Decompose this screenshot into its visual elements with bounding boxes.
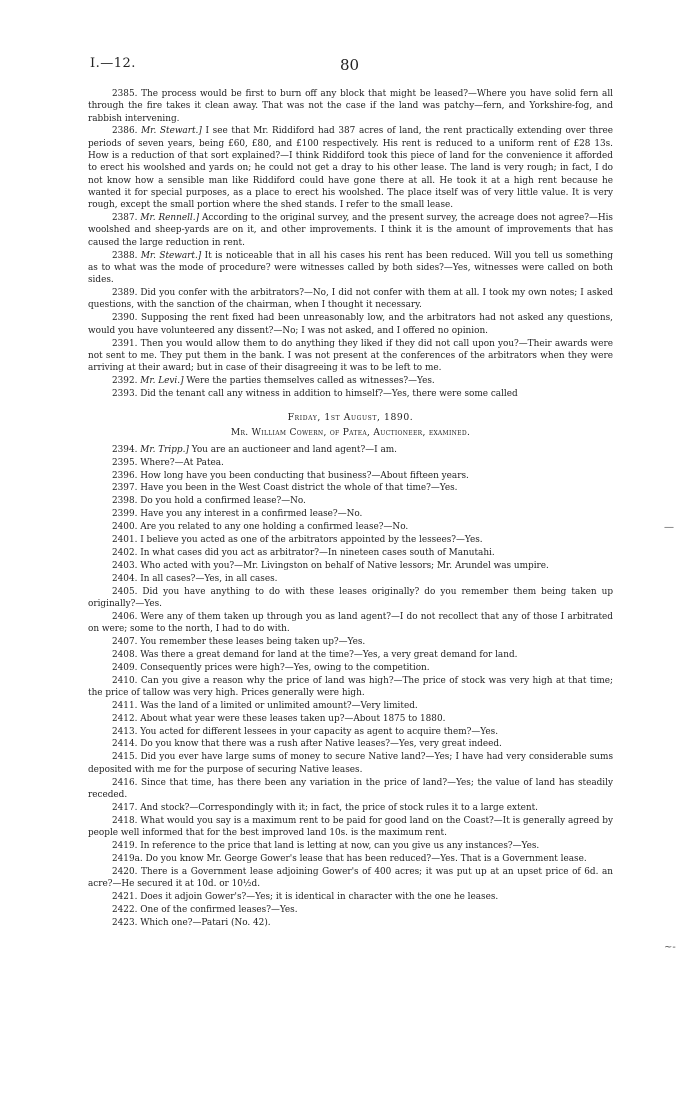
question-2407: 2407. You remember these leases being taken up?—Yes. [112,636,366,647]
question-2392 [88,375,613,387]
question-2385: 2385. The process would be first to burn off any block that might be leased?—Where you have solid fern all through the fire takes it clean away. That was not the case if the land was patchy—fern, and Yorkshire-fog, and rabbish intervening. [88,89,613,124]
question-2408: 2408. Was there a great demand for land at the time?—Yes, a very great demand for land. [112,649,518,660]
speaker: Mr. Stewart.] [141,126,202,137]
margin-dash-mark: — [664,522,674,533]
question-2413: 2413. You acted for different lessees in your capacity as agent to acquire them?—Yes. [112,726,499,737]
question-2389: 2389. Did you confer with the arbitrators?—No, I did not confer with them at all. I took my own notes; I asked questions, with the sanction of the chairman, when I thought it necessary. [88,288,613,311]
question-2403: 2403. Who acted with you?—Mr. Livingston on behalf of Native lessors; Mr. Arundel was umpire. [112,560,549,571]
question-2416: 2416. Since that time, has there been any variation in the price of land?—Yes; the value of land has steadily receded. [88,777,613,800]
question-number: 2394. [112,444,138,455]
question-2412: 2412. About what year were these leases taken up?—About 1875 to 1880. [112,713,446,724]
question-text: You are an auctioneer and land agent?—I am. [188,444,397,455]
question-2409: 2409. Consequently prices were high?—Yes, owing to the competition. [112,662,430,673]
question-2394 [88,444,613,456]
page-number: 80 [340,56,360,74]
question-2420: 2420. There is a Government lease adjoining Gower's of 400 acres; it was put up at an upset price of 6d. an acre?—He secured it at 10d. or 10½d. [88,866,613,889]
question-text: According to the original survey, and the present survey, the acreage does not agree?—His woolshed and sheep-yards are on it, and other improvements. I think it is the amount of improvements that has caused the large reduction in rent. [88,213,613,248]
question-2419a: 2419a. Do you know Mr. George Gower's lease that has been reduced?—Yes. That is a Government lease. [112,853,587,864]
question-2422: 2422. One of the confirmed leases?—Yes. [112,904,298,915]
question-number: 2386. [112,126,138,137]
question-number: 2388. [112,250,138,261]
question-2402: 2402. In what cases did you act as arbitrator?—In nineteen cases south of Manutahi. [112,547,495,558]
speaker: Mr. Rennell.] [140,213,200,224]
question-2395: 2395. Where?—At Patea. [112,457,224,468]
question-2398: 2398. Do you hold a confirmed lease?—No. [112,496,306,507]
question-2404: 2404. In all cases?—Yes, in all cases. [112,573,278,584]
question-text: I see that Mr. Riddiford had 387 acres of land, the rent practically extending over three periods of seven years, being £60, £80, and £100 respectively. His rent is reduced to a uniform rent of £28 13s. How is a reduction of that sort explained?—I think Riddiford took this piece of land for the convenience it afforded to erect his woolshed and yards on; he could not get a dray to his other lease. The land is very rough; in fact, I do not know how a sensible man like Riddiford could have gone there at all. He took it at a high rent because he wanted it for special purposes, as a place to erect his woolshed. The place itself was of very little value. It is very rough, except the small portion where the shed stands. I refer to the small lease. [88,126,614,211]
question-2388 [88,250,613,287]
question-2391: 2391. Then you would allow them to do anything they liked if they did not call upon you?—Their awards were not sent to me. They put them in the bank. I was not present at the conferences of the arbitrators when they were arriving at their award; but in case of their disagreeing it was to be left to me. [88,338,613,374]
witness-line: Mr. William Cowern, of Patea, Auctioneer, examined. [230,428,471,439]
series-code: I.—12. [90,56,136,71]
question-2419: 2419. In reference to the price that land is letting at now, can you give us any instances?—Yes. [112,840,540,851]
question-2418: 2418. What would you say is a maximum rent to be paid for good land on the Coast?—It is generally agreed by people well informed that for the best improved land 10s. is the maximum rent. [88,815,613,838]
question-2393: 2393. Did the tenant call any witness in addition to himself?—Yes, there were some called [112,388,518,399]
question-2414: 2414. Do you know that there was a rush after Native leases?—Yes, very great indeed. [112,739,502,750]
question-2406: 2406. Were any of them taken up through you as land agent?—I do not recollect that any of those I arbitrated on were; some to the north, I had to do with. [88,611,613,635]
question-2396: 2396. How long have you been conducting that business?—About fifteen years. [112,470,469,481]
question-number: 2392. [112,375,138,386]
speaker: Mr. Tripp.] [140,444,189,455]
question-2386 [88,125,613,211]
question-2397: 2397. Have you been in the West Coast district the whole of that time?—Yes. [112,483,458,494]
question-2405: 2405. Did you have anything to do with these leases originally? do you remember them being taken up originally?—Yes. [88,586,613,609]
transcript-body [88,88,613,929]
question-2410: 2410. Can you give a reason why the price of land was high?—The price of stock was very high at that time; the price of tallow was very high. Prices generally were high. [88,675,613,698]
question-2400: 2400. Are you related to any one holding a confirmed lease?—No. [112,522,409,533]
question-2411: 2411. Was the land of a limited or unlimited amount?—Very limited. [112,700,418,711]
margin-dash-mark: ~‑ [664,942,676,953]
speaker: Mr. Levi.] [140,375,184,386]
question-2399: 2399. Have you any interest in a confirmed lease?—No. [112,509,363,520]
section-heading: Friday, 1st August, 1890. [287,412,414,424]
question-2417: 2417. And stock?—Correspondingly with it; in fact, the price of stock rules it to a large extent. [112,802,538,813]
question-text: Were the parties themselves called as witnesses?—Yes. [183,375,435,386]
question-2390: 2390. Supposing the rent fixed had been unreasonably low, and the arbitrators had not asked any questions, would you have volunteered any dissent?—No; I was not asked, and I offered no opinion. [88,313,613,336]
question-2423: 2423. Which one?—Patari (No. 42). [112,917,271,928]
question-text: It is noticeable that in all his cases his rent has been reduced. Will you tell us something as to what was the mode of procedure? were witnesses called by both sides?—Yes, witnesses were called on both sides. [88,250,614,286]
question-2387 [88,212,613,249]
question-number: 2387. [112,213,138,224]
question-2421: 2421. Does it adjoin Gower's?—Yes; it is identical in character with the one he leases. [112,891,499,902]
question-2415: 2415. Did you ever have large sums of money to secure Native land?—Yes; I have had very considerable sums deposited with me for the purpose of securing Native leases. [88,752,613,775]
speaker: Mr. Stewart.] [140,250,202,261]
question-2401: 2401. I believe you acted as one of the arbitrators appointed by the lessees?—Yes. [112,535,483,545]
